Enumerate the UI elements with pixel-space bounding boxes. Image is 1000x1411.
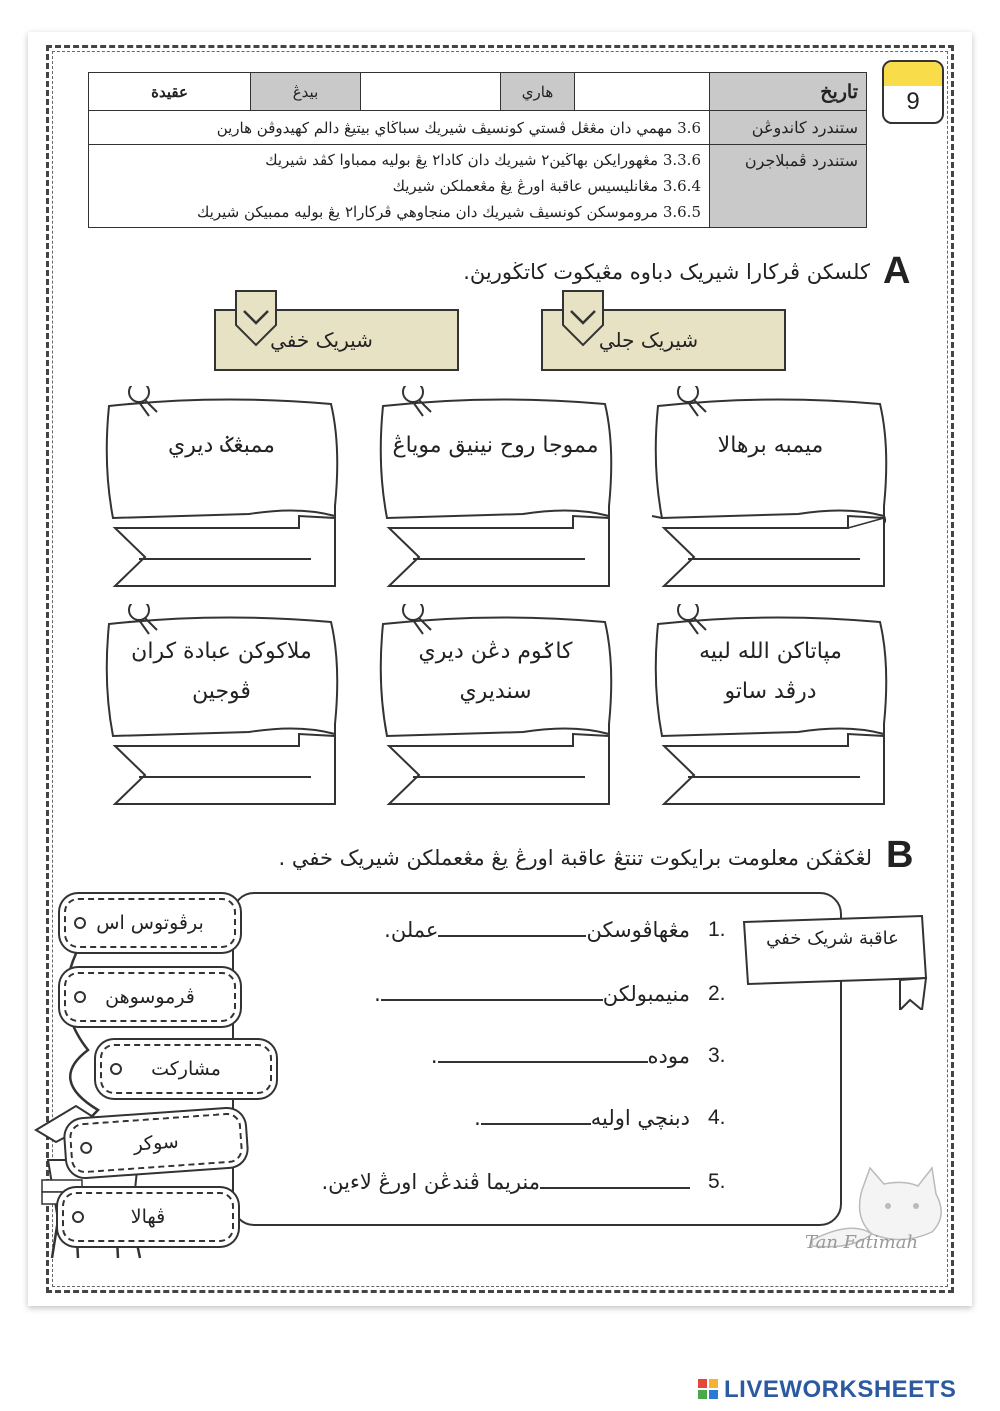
category-label: شيريک خفي: [270, 328, 373, 352]
standard-pembelajaran-item: 3.6.4 مڠانليسيس عاقبة اورڠ يڠ مڠعملكن شيريك: [392, 177, 701, 195]
word-tag-label: مشاركت: [151, 1058, 221, 1080]
page-number: 9: [906, 88, 920, 115]
paper-note-frame: [648, 386, 898, 600]
word-tag[interactable]: [64, 972, 236, 1022]
tarikh-label: تاريخ: [710, 73, 867, 111]
card-line: ممبڠݢ ديري: [168, 433, 275, 458]
sort-card: [373, 386, 623, 600]
banner-text: عاقبة شريک خفي: [766, 928, 899, 949]
word-tag-label: برڤوتوس اس: [96, 912, 204, 934]
standard-kandungan-text: 3.6 مهمي دان مڠڠل ڤستي كونسيڤ شيريك سباڬاي بيتيڠ دالم كهيدوڤن هارين: [89, 111, 710, 145]
question-number: 5.: [708, 1170, 726, 1193]
question-number: 1.: [708, 918, 726, 941]
word-tag[interactable]: [62, 1192, 234, 1242]
tag-hole-icon: [72, 1211, 84, 1223]
card-answer-line[interactable]: [139, 774, 311, 778]
card-answer-line[interactable]: [413, 774, 585, 778]
card-line: مموجا روح نينيق موياڠ: [392, 433, 599, 458]
page-number-badge: [882, 60, 944, 124]
sort-card: [648, 604, 898, 818]
standard-pembelajaran-item: 3.3.6 مڠهورايكن بهاڬين٢ شيريك دان كادا٢ يڠ بوليه ممباوا كڤد شيريك: [265, 151, 701, 169]
bookmark-icon: [230, 289, 282, 349]
tag-hole-icon: [74, 917, 86, 929]
question-text-after: منريما ڤندڠن اورڠ لاءين.: [321, 1170, 540, 1194]
answer-blank[interactable]: [438, 1061, 648, 1063]
banner-label: [740, 914, 930, 1010]
card-text: [658, 426, 883, 466]
tag-hole-icon: [110, 1063, 122, 1075]
sort-card: [99, 386, 349, 600]
word-tag[interactable]: [64, 898, 236, 948]
liveworksheets-logo-icon: [697, 1378, 719, 1400]
question-text-after: .: [374, 982, 381, 1006]
card-line: ملاكوكن عبادة كران: [131, 639, 312, 664]
card-text: [109, 632, 334, 712]
section-a-letter: A: [883, 250, 911, 292]
question-2: [374, 982, 690, 1006]
answer-blank[interactable]: [438, 935, 586, 937]
card-answer-line[interactable]: [688, 774, 860, 778]
word-tag-label: سوكر: [132, 1130, 180, 1156]
card-line: مڽاتاكن الله لبيه: [699, 639, 842, 664]
word-tag-label: ڤهالا: [130, 1206, 166, 1228]
card-answer-line[interactable]: [139, 556, 311, 560]
word-tag[interactable]: [100, 1044, 272, 1094]
question-4: [474, 1106, 690, 1130]
category-label: شيريک جلي: [598, 328, 699, 352]
bidang-value: عقيدة: [89, 73, 251, 111]
card-line: درڤد ساتو: [724, 679, 817, 704]
card-answer-line[interactable]: [688, 556, 860, 560]
standard-pembelajaran-item: 3.6.5 مروموسكن كونسيڤ شيريك دان منجاوهي ڤركارا٢ يڠ بوليه ممبيكن شيريك: [197, 203, 701, 221]
card-text: [658, 632, 883, 712]
author-signature: Tan Fatimah: [805, 1232, 919, 1253]
question-1: [384, 918, 690, 942]
card-text: [383, 632, 608, 712]
bidang-label: بيدڠ: [251, 73, 361, 111]
answer-blank[interactable]: [381, 999, 603, 1001]
question-text-after: .: [474, 1106, 481, 1130]
hari-label: هاري: [501, 73, 575, 111]
card-answer-line[interactable]: [413, 556, 585, 560]
sort-card: [373, 604, 623, 818]
section-b-letter: B: [886, 834, 914, 876]
word-tag-label: ڤرموسوهن: [105, 986, 195, 1008]
card-line: سنديري: [459, 679, 532, 704]
card-line: كاݢوم دڠن ديري: [418, 639, 573, 664]
bookmark-icon: [557, 289, 609, 349]
question-text-before: دبنچي اوليه: [590, 1106, 690, 1130]
standard-pembelajaran-label: ستندرد ڤمبلاجرن: [710, 145, 867, 228]
section-a-instruction: كلسكن ڤركارا شيريک دباوه مڠيكوت كاتڬوريڽ.: [463, 260, 870, 284]
question-number: 3.: [708, 1044, 726, 1067]
answer-blank[interactable]: [481, 1123, 591, 1125]
category-box-syirik-jali: [541, 309, 786, 371]
standard-pembelajaran-list: [89, 145, 710, 228]
question-number: 2.: [708, 982, 726, 1005]
question-text-before: منيمبولكن: [602, 982, 690, 1006]
card-text: [109, 426, 334, 466]
brand-wordmark: LIVEWORKSHEETS: [724, 1376, 957, 1403]
question-text-after: عملن.: [384, 918, 439, 942]
hari-value[interactable]: [361, 73, 501, 111]
question-number: 4.: [708, 1106, 726, 1129]
category-box-syirik-khafi: [214, 309, 459, 371]
card-line: ميمبه برهالا: [717, 433, 824, 458]
tarikh-value[interactable]: [575, 73, 710, 111]
section-b-instruction: لڠكڤكن معلومت برايكوت تنتڠ عاقبة اورڠ يڠ مڠعملكن شيريک خفي .: [278, 846, 872, 870]
tag-hole-icon: [74, 991, 86, 1003]
standard-kandungan-label: ستندرد كاندوڠن: [710, 111, 867, 145]
paint-drip-decoration: [884, 62, 942, 86]
card-line: ڤوجين: [192, 679, 251, 704]
sort-card: [99, 604, 349, 818]
question-text-before: مڠهاڤوسكن: [586, 918, 690, 942]
question-text-before: موده: [647, 1044, 690, 1068]
question-3: [431, 1044, 690, 1068]
question-text-after: .: [430, 1044, 438, 1068]
sort-card: [648, 386, 898, 600]
card-text: [383, 426, 608, 466]
header-table: [88, 72, 867, 228]
tag-hole-icon: [80, 1141, 93, 1154]
paper-note-frame: [99, 386, 349, 600]
question-5: [321, 1170, 690, 1194]
paper-note-frame: [373, 386, 623, 600]
answer-blank[interactable]: [540, 1187, 690, 1189]
